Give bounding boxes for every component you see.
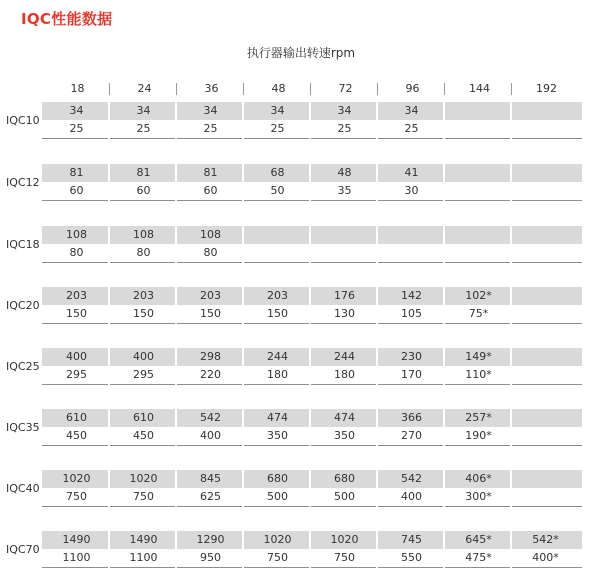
value-cell: 203 [66,289,87,302]
column-separator [510,427,512,446]
value-cell: 244 [267,350,288,363]
value-cell: 25 [270,122,285,135]
column-separator [510,531,512,550]
column-separator [309,366,311,385]
value-cell: 1100 [62,551,91,564]
value-cell: 474 [267,411,288,424]
value-cell: 750 [334,551,355,564]
column-separator [376,244,378,263]
value-row-upper [42,348,582,366]
column-separator [510,102,512,121]
column-separator [175,182,177,201]
value-row-upper [42,226,582,244]
value-cell: 1100 [129,551,158,564]
column-separator [242,287,244,306]
column-separator [510,120,512,139]
column-separator [242,226,244,245]
value-cell: 300* [465,490,492,503]
column-separator [376,287,378,306]
column-separator [510,182,512,201]
header-separator [176,83,177,95]
value-cell: 1020 [129,472,158,485]
column-separator [510,549,512,568]
value-cell: 25 [203,122,218,135]
value-cell: 1020 [330,533,359,546]
model-label: IQC12 [6,176,40,189]
column-separator [443,182,445,201]
value-cell: 295 [66,368,87,381]
value-cell: 34 [270,104,285,117]
model-label: IQC35 [6,421,40,434]
value-cell: 34 [136,104,151,117]
column-separator [309,182,311,201]
value-cell: 142 [401,289,422,302]
table-subtitle: 执行器输出转速rpm [246,46,356,60]
value-cell: 180 [334,368,355,381]
value-cell: 350 [334,429,355,442]
value-cell: 60 [69,184,84,197]
value-row-lower [42,305,582,324]
value-cell: 81 [203,166,218,179]
column-separator [443,287,445,306]
value-cell: 750 [133,490,154,503]
column-separator [242,409,244,428]
value-cell: 48 [337,166,352,179]
value-cell: 680 [334,472,355,485]
column-separator [510,366,512,385]
column-separator [510,305,512,324]
value-cell: 25 [136,122,151,135]
value-row-lower [42,488,582,507]
value-cell: 34 [404,104,419,117]
value-cell: 406* [465,472,492,485]
value-row-upper [42,531,582,549]
column-separator [510,164,512,183]
column-separator [443,488,445,507]
column-separator [108,409,110,428]
value-cell: 130 [334,307,355,320]
value-cell: 149* [465,350,492,363]
column-separator [376,164,378,183]
value-cell: 108 [66,228,87,241]
speed-header-72: 72 [338,82,353,95]
value-cell: 1020 [62,472,91,485]
speed-header-96: 96 [405,82,420,95]
column-separator [443,409,445,428]
value-row-upper [42,287,582,305]
value-cell: 34 [69,104,84,117]
column-separator [242,488,244,507]
value-cell: 75* [468,307,489,320]
column-separator [175,120,177,139]
header-separator [511,83,512,95]
value-cell: 270 [401,429,422,442]
column-separator [175,427,177,446]
model-group-iqc10 [0,102,602,140]
column-separator [309,102,311,121]
page-title: IQC性能数据 [21,10,113,28]
value-cell: 257* [465,411,492,424]
value-cell: 400 [200,429,221,442]
header-separator [377,83,378,95]
column-separator [175,531,177,550]
column-separator [443,470,445,489]
value-cell: 298 [200,350,221,363]
value-cell: 80 [203,246,218,259]
column-separator [309,348,311,367]
column-separator [376,348,378,367]
value-cell: 150 [267,307,288,320]
column-separator [175,244,177,263]
column-separator [108,470,110,489]
value-cell: 25 [337,122,352,135]
column-separator [242,427,244,446]
value-cell: 230 [401,350,422,363]
column-separator [242,348,244,367]
value-row-lower [42,182,582,201]
value-cell: 25 [404,122,419,135]
value-row-lower [42,244,582,263]
column-separator [376,531,378,550]
column-separator [175,287,177,306]
value-row-upper [42,164,582,182]
column-separator [376,182,378,201]
value-cell: 50 [270,184,285,197]
header-separator [444,83,445,95]
column-separator [376,305,378,324]
column-separator [376,549,378,568]
column-separator [175,549,177,568]
model-label: IQC20 [6,299,40,312]
speed-header-24: 24 [137,82,152,95]
value-cell: 190* [465,429,492,442]
value-cell: 645* [465,533,492,546]
value-cell: 350 [267,429,288,442]
value-row-lower [42,366,582,385]
value-row-lower [42,549,582,568]
speed-header-36: 36 [204,82,219,95]
column-separator [108,164,110,183]
value-row-upper [42,102,582,120]
column-separator [242,366,244,385]
column-separator [376,488,378,507]
column-separator [108,226,110,245]
value-cell: 30 [404,184,419,197]
header-separator [310,83,311,95]
value-cell: 81 [136,166,151,179]
column-separator [376,470,378,489]
column-separator [510,244,512,263]
column-separator [175,164,177,183]
column-separator [108,102,110,121]
header-separator [109,83,110,95]
column-separator [175,366,177,385]
column-separator [510,470,512,489]
column-separator [108,182,110,201]
value-cell: 35 [337,184,352,197]
value-cell: 180 [267,368,288,381]
value-cell: 610 [66,411,87,424]
value-cell: 450 [133,429,154,442]
column-separator [443,244,445,263]
column-separator [242,470,244,489]
column-separator [309,409,311,428]
value-cell: 150 [66,307,87,320]
column-separator [242,531,244,550]
value-cell: 81 [69,166,84,179]
value-cell: 366 [401,411,422,424]
column-separator [510,488,512,507]
column-separator [309,305,311,324]
model-group-iqc12 [0,164,602,202]
column-separator [175,348,177,367]
column-separator [175,409,177,428]
column-separator [108,366,110,385]
column-separator [309,244,311,263]
value-cell: 68 [270,166,285,179]
column-separator [242,305,244,324]
value-cell: 80 [69,246,84,259]
value-cell: 244 [334,350,355,363]
column-separator [175,305,177,324]
value-cell: 400 [66,350,87,363]
value-cell: 110* [465,368,492,381]
value-cell: 34 [337,104,352,117]
column-separator [443,164,445,183]
column-separator [376,366,378,385]
speed-header-row [42,82,602,96]
value-cell: 950 [200,551,221,564]
value-cell: 108 [200,228,221,241]
value-row-lower [42,427,582,446]
value-cell: 60 [203,184,218,197]
value-cell: 220 [200,368,221,381]
column-separator [242,164,244,183]
value-row-upper [42,409,582,427]
speed-header-192: 192 [536,82,557,95]
column-separator [309,287,311,306]
column-separator [510,409,512,428]
model-label: IQC10 [6,114,40,127]
value-cell: 750 [66,490,87,503]
column-separator [175,226,177,245]
value-cell: 150 [200,307,221,320]
value-cell: 203 [133,289,154,302]
model-group-iqc70 [0,531,602,569]
column-separator [309,164,311,183]
column-separator [309,549,311,568]
value-cell: 475* [465,551,492,564]
column-separator [108,287,110,306]
value-cell: 176 [334,289,355,302]
speed-header-144: 144 [469,82,490,95]
speed-header-48: 48 [271,82,286,95]
column-separator [510,226,512,245]
column-separator [108,531,110,550]
value-cell: 1290 [196,533,225,546]
value-row-upper [42,470,582,488]
column-separator [175,488,177,507]
column-separator [443,348,445,367]
value-cell: 105 [401,307,422,320]
value-cell: 295 [133,368,154,381]
column-separator [242,102,244,121]
column-separator [108,427,110,446]
value-cell: 1490 [129,533,158,546]
value-cell: 400* [532,551,559,564]
value-cell: 450 [66,429,87,442]
column-separator [175,102,177,121]
column-separator [309,531,311,550]
model-group-iqc35 [0,409,602,447]
value-cell: 610 [133,411,154,424]
column-separator [309,120,311,139]
model-group-iqc25 [0,348,602,386]
column-separator [443,305,445,324]
value-cell: 542 [200,411,221,424]
column-separator [443,531,445,550]
value-cell: 745 [401,533,422,546]
value-cell: 102* [465,289,492,302]
column-separator [510,348,512,367]
value-cell: 1020 [263,533,292,546]
column-separator [376,226,378,245]
column-separator [309,226,311,245]
column-separator [443,120,445,139]
model-label: IQC40 [6,482,40,495]
column-separator [309,488,311,507]
column-separator [376,120,378,139]
header-separator [243,83,244,95]
value-cell: 625 [200,490,221,503]
column-separator [108,348,110,367]
column-separator [108,488,110,507]
value-cell: 400 [401,490,422,503]
column-separator [309,470,311,489]
value-cell: 34 [203,104,218,117]
column-separator [376,409,378,428]
value-cell: 1490 [62,533,91,546]
column-separator [309,427,311,446]
value-cell: 550 [401,551,422,564]
column-separator [443,226,445,245]
column-separator [443,366,445,385]
model-label: IQC25 [6,360,40,373]
value-cell: 400 [133,350,154,363]
value-cell: 500 [334,490,355,503]
model-label: IQC70 [6,543,40,556]
column-separator [108,120,110,139]
column-separator [242,120,244,139]
value-cell: 41 [404,166,419,179]
column-separator [443,427,445,446]
value-cell: 474 [334,411,355,424]
column-separator [376,427,378,446]
model-group-iqc40 [0,470,602,508]
value-cell: 542* [532,533,559,546]
value-cell: 750 [267,551,288,564]
value-cell: 500 [267,490,288,503]
value-cell: 108 [133,228,154,241]
column-separator [108,244,110,263]
value-cell: 845 [200,472,221,485]
value-row-lower [42,120,582,139]
value-cell: 170 [401,368,422,381]
model-label: IQC18 [6,238,40,251]
column-separator [242,549,244,568]
column-separator [443,102,445,121]
column-separator [175,470,177,489]
model-group-iqc20 [0,287,602,325]
value-cell: 203 [267,289,288,302]
value-cell: 203 [200,289,221,302]
column-separator [108,305,110,324]
column-separator [376,102,378,121]
column-separator [510,287,512,306]
speed-header-18: 18 [70,82,85,95]
column-separator [242,182,244,201]
column-separator [242,244,244,263]
column-separator [108,549,110,568]
value-cell: 25 [69,122,84,135]
value-cell: 60 [136,184,151,197]
value-cell: 680 [267,472,288,485]
value-cell: 80 [136,246,151,259]
value-cell: 542 [401,472,422,485]
column-separator [443,549,445,568]
model-group-iqc18 [0,226,602,264]
value-cell: 150 [133,307,154,320]
